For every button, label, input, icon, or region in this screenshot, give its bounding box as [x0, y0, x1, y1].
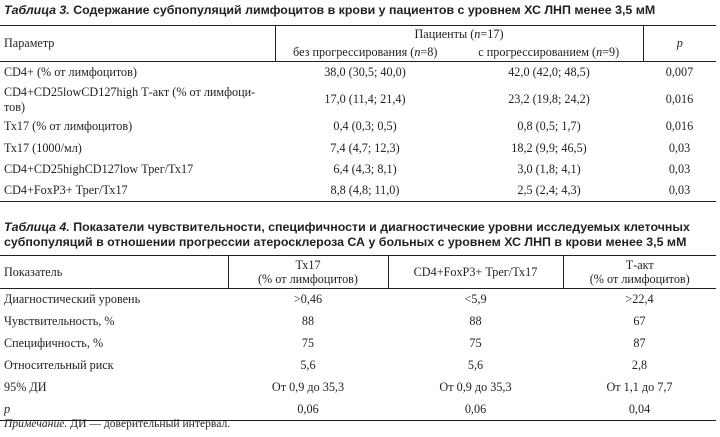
table-note-text: ДИ — доверительный интервал. — [67, 417, 231, 430]
table4-row-c1: От 0,9 до 35,3 — [271, 380, 345, 394]
table3-header-patients-suffix: =17) — [480, 27, 504, 42]
table4-row-c3: 87 — [633, 336, 646, 350]
table4-row-c3: >22,4 — [625, 292, 654, 307]
table3-row-p: 0,03 — [668, 140, 691, 155]
table4-row-c2: 75 — [469, 336, 482, 350]
table-row — [0, 377, 716, 399]
table4-header-col3 — [563, 256, 716, 289]
table4-header-col3-line1: Т-акт — [625, 258, 654, 272]
table3-header-p — [643, 26, 716, 62]
table3-row-p: 0,016 — [665, 92, 694, 106]
table3-header-col2 — [455, 44, 643, 62]
table3-row-param: Тх17 (1000/мл) — [4, 140, 82, 155]
table4-row-c1: >0,46 — [293, 292, 323, 307]
table4-caption-text: Показатели чувствительности, специфичности и диагностические уровни исследуемых клеточных — [69, 220, 690, 234]
table4-row-c3: 0,04 — [563, 399, 716, 421]
table3-caption-label: Таблица 3. — [4, 3, 70, 17]
table4 — [0, 255, 716, 421]
table3-caption — [4, 3, 655, 18]
table4-row-c3: 67 — [633, 314, 646, 328]
table3-row-c2: 18,2 (9,9; 46,5) — [511, 140, 587, 155]
table3-row-c2: 0,8 (0,5; 1,7) — [517, 119, 581, 133]
table3-row-param: CD4+ (% от лимфоцитов) — [4, 65, 137, 80]
table-note-label: Примечание. — [4, 417, 68, 430]
table4-row-c1: 88 — [301, 314, 315, 328]
table3-header-row-1 — [0, 26, 716, 44]
table3-row-c1: 0,4 (0,3; 0,5) — [333, 119, 397, 133]
table3-row-c2: 23,2 (19,8; 24,2) — [508, 92, 590, 106]
table4-header-indicator: Показатель — [0, 256, 228, 289]
table3-caption-text: Содержание субпопуляций лимфоцитов в крови у пациентов с уровнем ХС ЛНП менее 3,5 мМ — [69, 3, 656, 17]
table-row — [0, 159, 716, 180]
table4-header-row — [0, 256, 716, 289]
table4-header-col1 — [228, 256, 388, 289]
table-row — [0, 116, 716, 138]
table4-row-name: Чувствительность, % — [4, 314, 115, 328]
table3-header-patients-prefix: Пациенты ( — [414, 27, 475, 42]
table3-header-col1-prefix: без прогрессирования ( — [293, 44, 415, 59]
table3-header-col2-prefix: с прогрессированием ( — [478, 44, 597, 59]
table3-row-c1: 6,4 (4,3; 8,1) — [333, 161, 397, 176]
table3-row-p: 0,007 — [665, 65, 694, 80]
table4-row-name: Относительный риск — [4, 358, 114, 372]
table-row — [0, 138, 716, 159]
table3-header-col1-suffix: =8) — [420, 44, 438, 59]
table3-row-param: CD4+FoxP3+ Трег/Тх17 — [0, 180, 275, 202]
table-row — [0, 84, 716, 116]
table4-header-col2: CD4+FoxP3+ Трег/Тх17 — [388, 256, 563, 289]
table4-row-c3: 2,8 — [631, 358, 648, 372]
table4-row-c2: <5,9 — [464, 292, 487, 307]
table3-header-patients-n: n — [474, 27, 481, 42]
table4-row-name: 95% ДИ — [4, 380, 47, 394]
table4-row-c1: 0,06 — [228, 399, 388, 421]
table3-row-p: 0,03 — [643, 180, 716, 202]
table4-row-c2: От 0,9 до 35,3 — [439, 380, 512, 394]
table3-row-p: 0,016 — [665, 119, 694, 133]
table4-row-name: Диагностический уровень — [4, 292, 141, 307]
table4-row-c1: 5,6 — [300, 358, 316, 372]
table4-row-c2: 5,6 — [467, 358, 484, 372]
table-row — [0, 289, 716, 311]
table4-header-col1-line1: Тх17 — [295, 258, 321, 272]
table4-header-col3-line2: (% от лимфоцитов) — [589, 272, 690, 286]
table3-row-param: CD4+CD25highCD127low Трег/Тх17 — [4, 161, 194, 176]
table3-row-param — [0, 84, 275, 116]
table3-row-c1: 38,0 (30,5; 40,0) — [324, 65, 406, 80]
table4-header-col1-line2: (% от лимфоцитов) — [258, 272, 358, 286]
table3-header-col1 — [275, 44, 455, 62]
table4-row-c3: От 1,1 до 7,7 — [606, 380, 673, 394]
table3-header-col2-suffix: =9) — [602, 44, 620, 59]
table3-row-c1: 17,0 (11,4; 21,4) — [324, 92, 406, 106]
table-row — [0, 62, 716, 84]
table3-row-c2: 3,0 (1,8; 4,1) — [517, 161, 581, 176]
table-row — [0, 311, 716, 333]
table3-header-col2-n: n — [596, 44, 603, 59]
table-row — [0, 180, 716, 202]
table4-row-name-p: p — [4, 401, 11, 416]
table3-row-param: Тх17 (% от лимфоцитов) — [4, 119, 133, 133]
table3-row-c2: 2,5 (2,4; 4,3) — [455, 180, 643, 202]
table3-header-col1-n: n — [414, 44, 421, 59]
table3-row-p: 0,03 — [668, 161, 691, 176]
table3-row-c2: 42,0 (42,0; 48,5) — [508, 65, 590, 80]
table-row — [0, 355, 716, 377]
table4-caption — [4, 220, 690, 250]
table3-row-param-line2: тов) — [4, 99, 26, 114]
table4-row-c1: 75 — [301, 336, 315, 350]
table3-header-patients — [275, 26, 643, 44]
table3-row-c1: 8,8 (4,8; 11,0) — [275, 180, 455, 202]
table-note — [4, 417, 230, 430]
table4-row-c2: 0,06 — [388, 399, 563, 421]
table4-caption-line2: субпопуляций в отношении прогрессии атеросклероза СА у больных с уровнем ХС ЛНП в крови менее 3,5 мМ — [4, 235, 687, 249]
table3-header-p-label: p — [676, 36, 683, 50]
table3-row-param-line1: CD4+CD25lowCD127high Т-акт (% от лимфоци- — [4, 84, 256, 99]
table3-row-c1: 7,4 (4,7; 12,3) — [330, 140, 400, 155]
table-row — [0, 333, 716, 355]
table3-header-param: Параметр — [0, 26, 275, 62]
table3 — [0, 25, 716, 202]
table4-caption-label: Таблица 4. — [4, 220, 70, 234]
table4-row-name: Специфичность, % — [4, 336, 104, 350]
table4-row-c2: 88 — [469, 314, 482, 328]
